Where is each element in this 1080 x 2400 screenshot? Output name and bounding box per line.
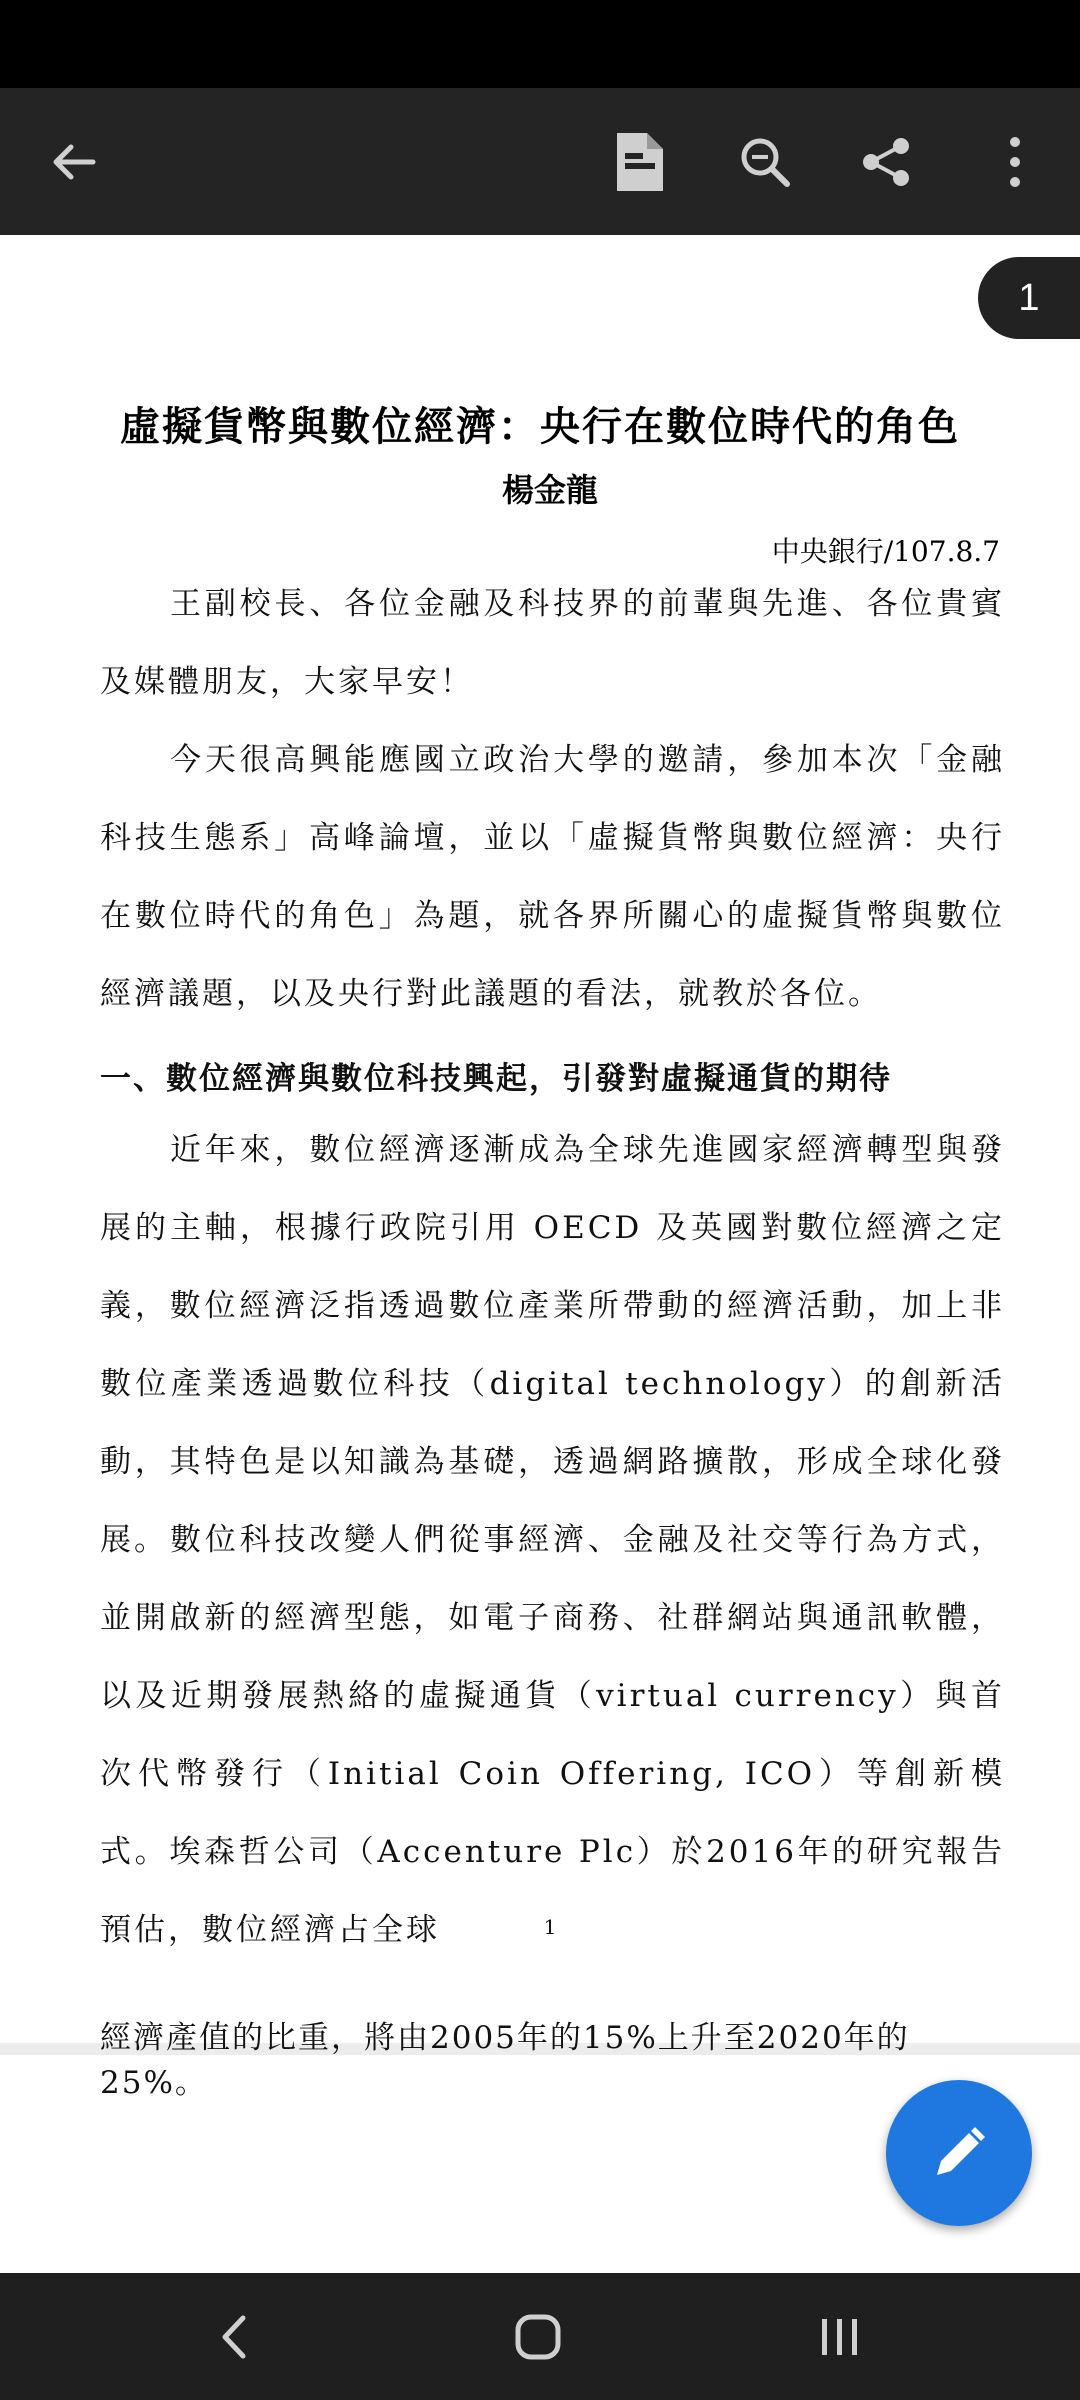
nav-home-icon — [513, 2312, 563, 2362]
nav-recents-icon — [818, 2315, 862, 2359]
share-button[interactable] — [842, 88, 932, 235]
edit-pencil-icon — [929, 2123, 989, 2183]
more-options-button[interactable] — [975, 88, 1055, 235]
reading-mode-button[interactable] — [595, 88, 685, 235]
back-button[interactable] — [28, 88, 118, 235]
status-bar — [0, 0, 1080, 88]
top-app-bar — [0, 88, 1080, 235]
arrow-left-icon — [45, 134, 101, 190]
page-indicator: 1 — [978, 257, 1080, 339]
document-page-1 — [0, 235, 1080, 2043]
nav-back-button[interactable] — [165, 2273, 305, 2400]
document-dateline: 中央銀行/107.8.7 — [771, 535, 1000, 568]
edit-button[interactable] — [886, 2080, 1032, 2226]
nav-back-icon — [215, 2312, 255, 2362]
paragraph: 近年來，數位經濟逐漸成為全球先進國家經濟轉型與發展的主軸，根據行政院引用 OECD 及英國對數位經濟之定義，數位經濟泛指透過數位產業所帶動的經濟活動，加上非數位產業透過數位科技（digital technology）的創新活動，其特色是以知識為基礎，透過網路擴散，形成全球化發展。 — [100, 1132, 1005, 1558]
system-navigation-bar — [0, 2273, 1080, 2400]
document-title: 虛擬貨幣與數位經濟：央行在數位時代的角色 — [120, 403, 960, 450]
page-number: 1 — [543, 1915, 557, 1939]
search-button[interactable] — [720, 88, 810, 235]
section-heading: 一、數位經濟與數位科技興起，引發對虛擬通貨的期待 — [100, 1061, 892, 1097]
document-viewer[interactable] — [0, 235, 1080, 2273]
paragraph: 數位科技改變人們從事經濟、金融及社交等行為方式，並開啟新的經濟型態，如電子商務、社群網站與通訊軟體，以及近期發展熱絡的虛擬通貨（virtual currency）與首次代幣發行（Initial Coin Offering, ICO）等創新模式。埃森哲公司（Accenture Plc）於2016年的研究報告預估，數位經濟占全球 — [100, 1522, 1005, 1948]
search-icon — [737, 134, 793, 190]
paragraph: 經濟產值的比重，將由2005年的15%上升至2020年的25%。 — [100, 2020, 910, 2101]
share-icon — [861, 136, 913, 188]
nav-recents-button[interactable] — [770, 2273, 910, 2400]
paragraph: 王副校長、各位金融及科技界的前輩與先進、各位貴賓及媒體朋友，大家早安！ — [100, 586, 1005, 700]
reading-mode-icon — [617, 133, 663, 191]
nav-home-button[interactable] — [468, 2273, 608, 2400]
document-author: 楊金龍 — [501, 471, 598, 509]
paragraph: 今天很高興能應國立政治大學的邀請，參加本次「金融科技生態系」高峰論壇，並以「虛擬貨幣與數位經濟：央行在數位時代的角色」為題，就各界所關心的虛擬貨幣與數位經濟議題，以及央行對此議題的看法，就教於各位。 — [100, 742, 1005, 1012]
more-vert-icon — [1007, 136, 1023, 188]
